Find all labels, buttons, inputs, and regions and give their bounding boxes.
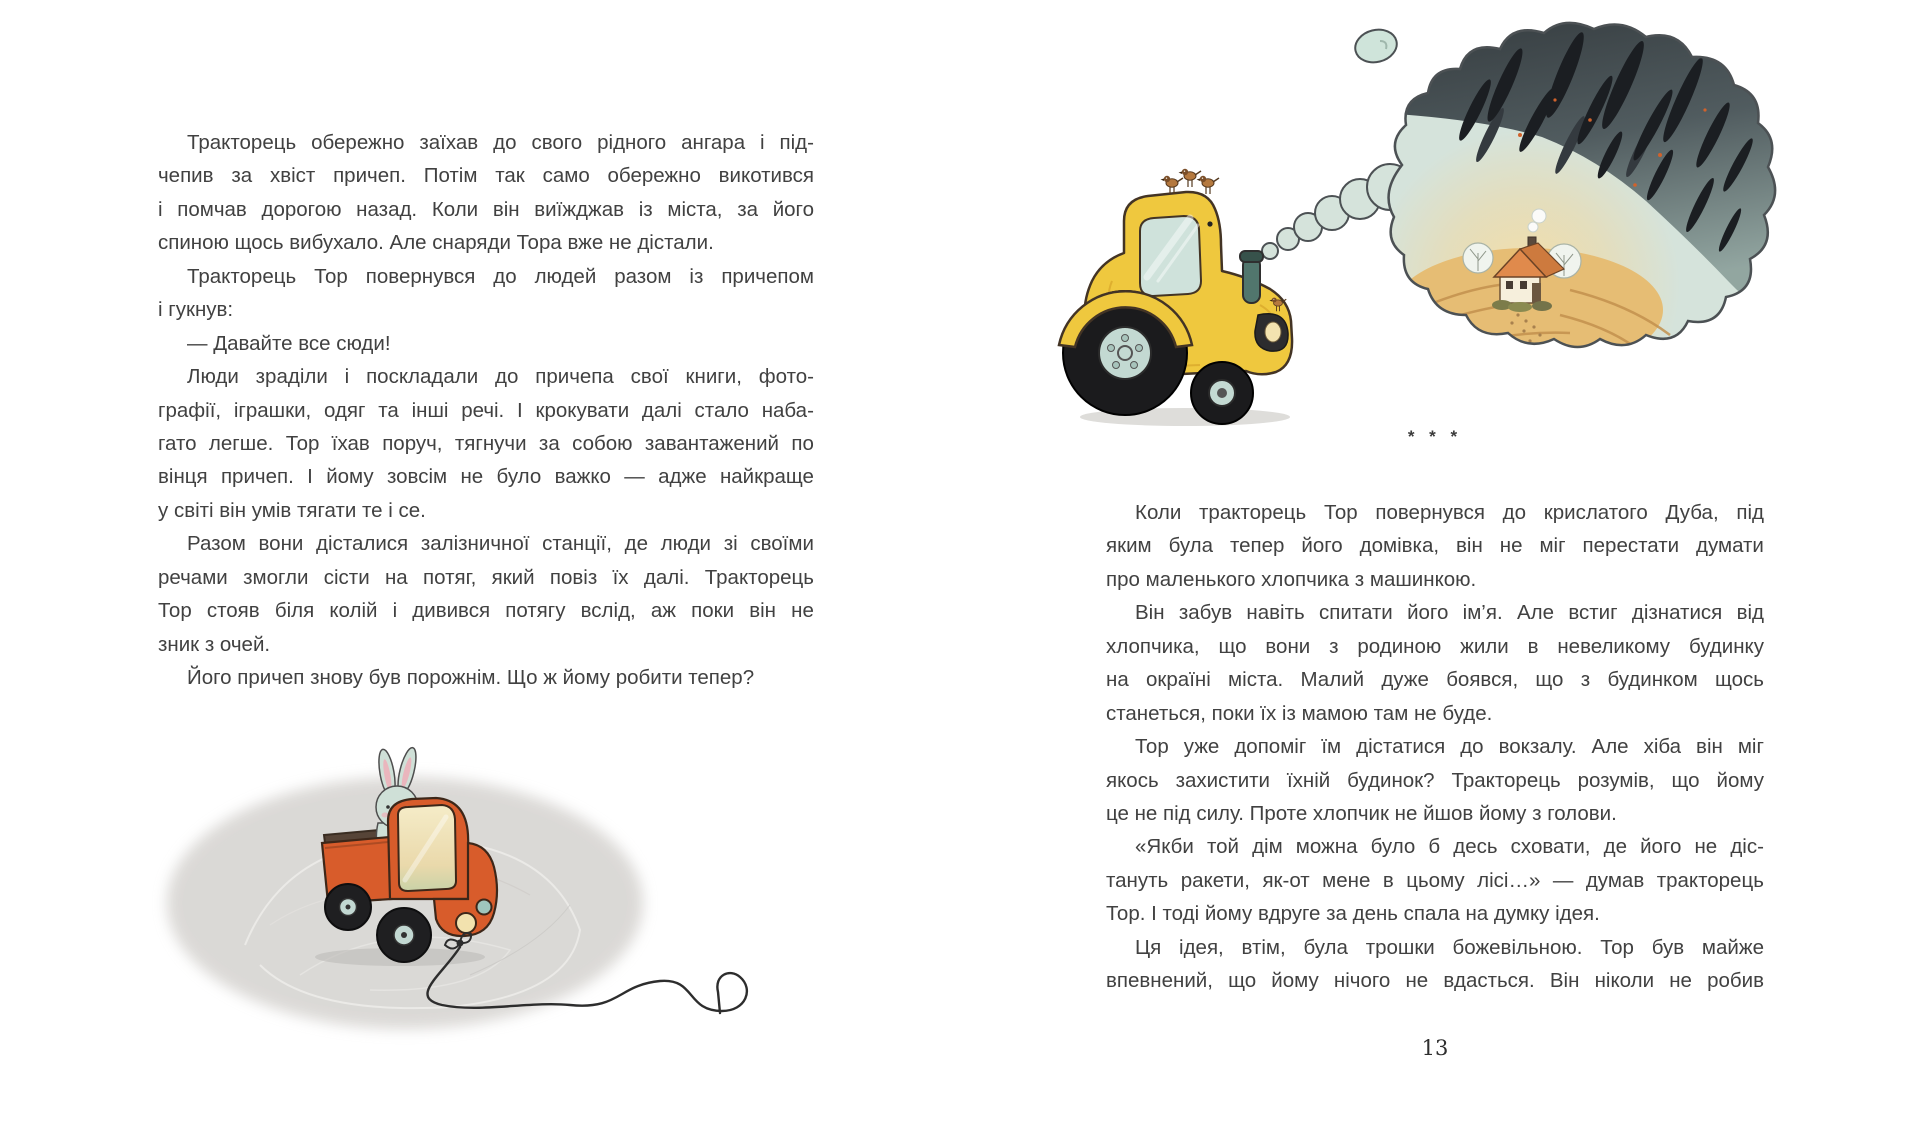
text-line: Тор стояв біля колій і дивився потягу вслід, аж поки він не bbox=[158, 599, 814, 623]
headlight bbox=[1255, 314, 1288, 351]
small-bubble bbox=[1352, 25, 1400, 66]
text-line: на окраїні міста. Малий дуже боявся, що з будинком щось bbox=[1106, 668, 1764, 692]
text-line: — Давайте все сюди! bbox=[187, 331, 391, 355]
text-line: графії, іграшки, одяг та інші речі. І крокувати далі стало наба- bbox=[158, 398, 814, 422]
toy-truck-illustration bbox=[150, 745, 770, 1045]
text-line: Тракторець обережно заїхав до свого рідного ангара і під- bbox=[187, 131, 814, 154]
text-line: про маленького хлопчика з машинкою. bbox=[1106, 567, 1477, 591]
headlight-teal bbox=[477, 900, 492, 915]
text-line: у світі він умів тягати те і се. bbox=[158, 498, 426, 522]
toy-truck-figure bbox=[322, 746, 497, 962]
text-line: Тракторець Тор повернувся до людей разом із причепом bbox=[187, 264, 814, 288]
text-line: станеться, поки їх із мамою там не буде. bbox=[1106, 701, 1493, 725]
tractor-figure bbox=[1059, 169, 1292, 426]
headlight-cream bbox=[456, 913, 476, 933]
text-line: хлопчика, що вони з родиною жили в невеликому будинку bbox=[1106, 634, 1764, 658]
section-separator: * * * bbox=[1407, 427, 1463, 446]
text-line: яким була тепер його домівка, він не міг перестати думати bbox=[1106, 534, 1764, 558]
right-page-text bbox=[1106, 496, 1764, 998]
thought-cloud bbox=[1370, 15, 1790, 435]
text-line: вінця причеп. І йому зовсім не було важко — адже найкраще bbox=[158, 465, 814, 489]
text-line: якось захистити їхній будинок? Тракторець розумів, що йому bbox=[1106, 768, 1764, 792]
text-line: Коли тракторець Тор повернувся до крислатого Дуба, під bbox=[1135, 501, 1764, 524]
tractor-eye bbox=[1207, 221, 1212, 226]
text-line: Його причеп знову був порожнім. Що ж йому робити тепер? bbox=[187, 666, 755, 689]
text-line: і помчав дорогою назад. Коли він виїжджав із міста, за його bbox=[158, 197, 814, 221]
text-line: Тор уже допоміг їм дістатися до вокзалу. Але хіба він міг bbox=[1135, 735, 1764, 759]
text-line: речами змогли сісти на потяг, який повіз їх далі. Тракторець bbox=[158, 565, 814, 589]
text-line: Він забув навіть спитати його ім’я. Але встиг дізнатися від bbox=[1135, 601, 1764, 625]
front-wheel bbox=[1191, 362, 1253, 424]
text-line: тануть ракети, як-от мене в цьому лісі…» — думав тракторець bbox=[1106, 868, 1764, 892]
page-number: 13 bbox=[1421, 1036, 1449, 1060]
tractor-illustration bbox=[1050, 15, 1790, 435]
text-line: Разом вони дісталися залізничної станції, де люди зі своїми bbox=[187, 532, 814, 556]
text-line: гато легше. Тор їхав поруч, тягнучи за собою завантажений по bbox=[158, 431, 814, 455]
text-line: Тор. І тоді йому вдруге за день спала на думку ідея. bbox=[1106, 902, 1600, 926]
left-page-text bbox=[158, 126, 814, 694]
text-line: спиною щось вибухало. Але снаряди Тора вже не дістали. bbox=[158, 231, 714, 255]
exhaust-pipe bbox=[1240, 251, 1263, 303]
cab-window bbox=[1140, 216, 1201, 296]
text-line: «Якби той дім можна було б десь сховати, де його не діс- bbox=[1135, 835, 1764, 859]
text-line: це не під силу. Проте хлопчик не йшов йому з голови. bbox=[1106, 801, 1617, 825]
text-line: зник з очей. bbox=[158, 632, 271, 656]
text-line: Люди зраділи і поскладали до причепа свої книги, фото- bbox=[187, 365, 814, 389]
text-line: і гукнув: bbox=[158, 298, 234, 322]
text-line: впевнений, що йому нічого не вдасться. Він ніколи не робив bbox=[1106, 969, 1764, 993]
text-line: чепив за хвіст причеп. Потім так само обережно викотився bbox=[158, 164, 814, 188]
text-line: Ця ідея, втім, була трошки божевільною. Тор був майже bbox=[1135, 935, 1764, 959]
